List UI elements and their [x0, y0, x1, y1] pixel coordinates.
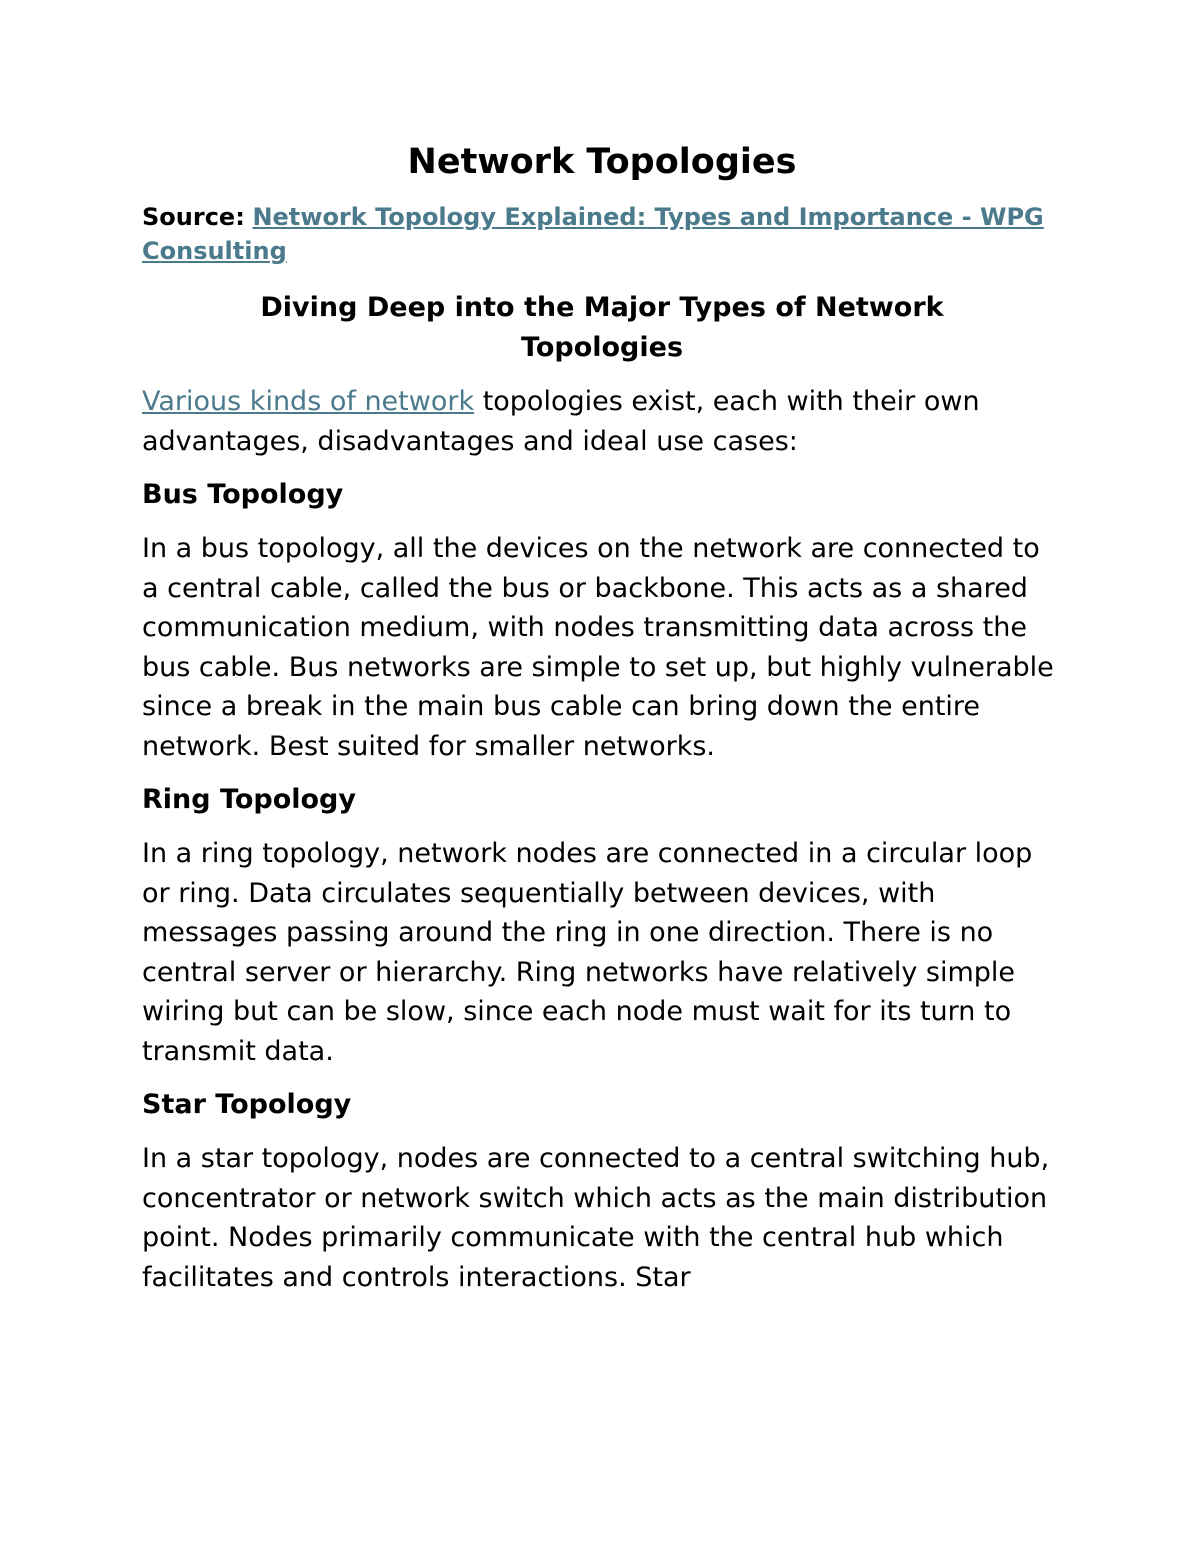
intro-paragraph: [142, 382, 1062, 461]
intro-text: topologies exist, each with their own advantages, disadvantages and ideal use cases:: [142, 386, 980, 457]
heading-ring-topology: Ring Topology: [142, 784, 356, 815]
source-link[interactable]: Network Topology Explained: Types and Importance - WPG Consulting: [142, 203, 1044, 265]
source-line: [142, 200, 1062, 268]
source-label: Source:: [142, 203, 245, 231]
paragraph-ring-topology: In a ring topology, network nodes are connected in a circular loop or ring. Data circulates sequentially between devices, with messages passing around the ring in one direction. There is no central server or hierarchy. Ring networks have relatively simple wiring but can be slow, since each node must wait for its turn to transmit data.: [142, 838, 1033, 1067]
heading-star-topology: Star Topology: [142, 1089, 352, 1120]
intro-link[interactable]: Various kinds of network: [142, 386, 475, 417]
paragraph-star-topology: In a star topology, nodes are connected to a central switching hub, concentrator or network switch which acts as the main distribution point. Nodes primarily communicate with the central hub which facilitates and controls interactions. Star: [142, 1143, 1050, 1293]
paragraph-bus-topology: In a bus topology, all the devices on the network are connected to a central cable, called the bus or backbone. This acts as a shared communication medium, with nodes transmitting data across the bus cable. Bus networks are simple to set up, but highly vulnerable since a break in the main bus cable can bring down the entire network. Best suited for smaller networks.: [142, 533, 1054, 762]
document-page: [142, 138, 1062, 1311]
section-subtitle: Diving Deep into the Major Types of Network Topologies: [260, 292, 944, 363]
heading-bus-topology: Bus Topology: [142, 479, 344, 510]
page-title: Network Topologies: [407, 142, 797, 182]
